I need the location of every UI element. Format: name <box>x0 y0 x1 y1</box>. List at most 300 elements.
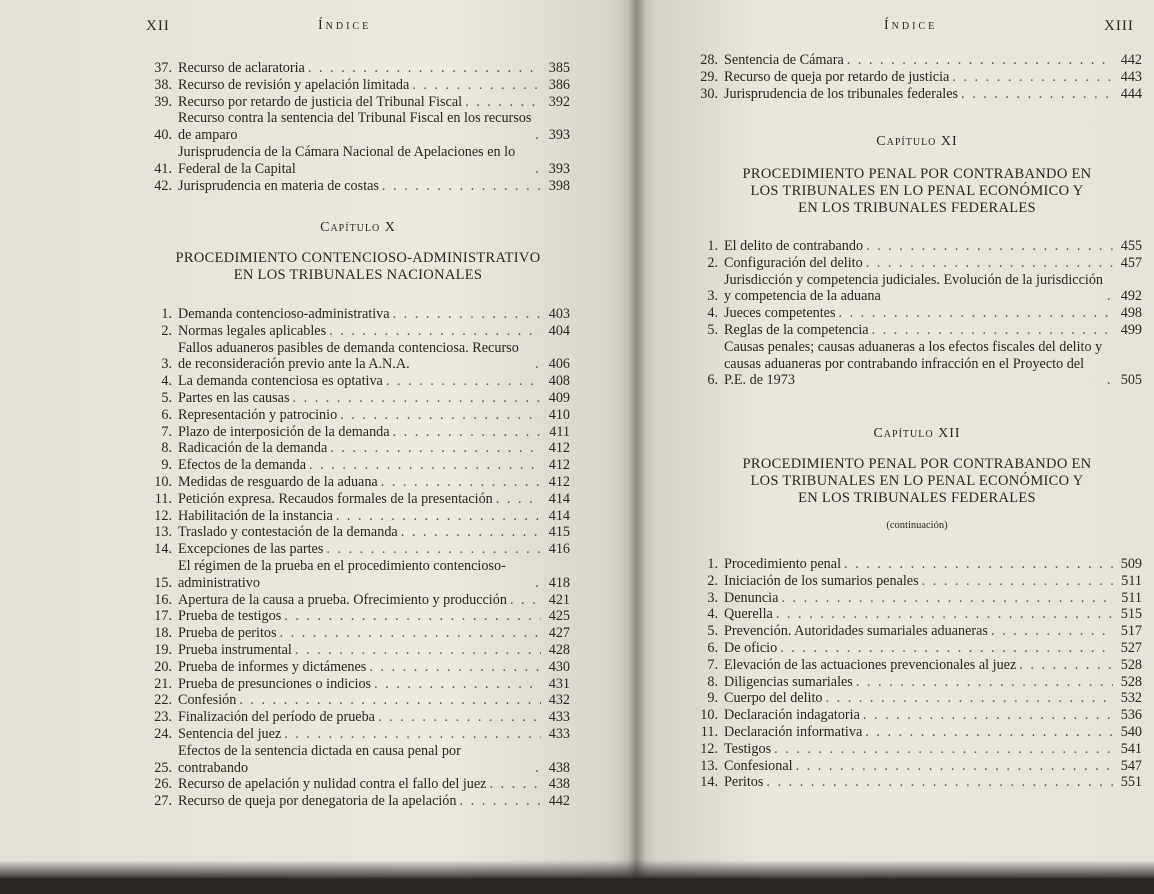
toc-leader-dots <box>382 178 541 195</box>
toc-entry-page: 432 <box>548 692 570 709</box>
toc-entry <box>146 474 570 491</box>
toc-entry-page: 442 <box>548 793 570 810</box>
toc-entry-page: 414 <box>548 490 570 507</box>
toc-entry-title: Prueba de informes y dictámenes <box>178 658 367 675</box>
chapter-xi-toc <box>692 238 1142 389</box>
toc-entry-number: 15. <box>154 574 172 591</box>
toc-entry-number: 29. <box>700 68 718 85</box>
toc-entry <box>692 741 1142 758</box>
toc-entry-page: 540 <box>1120 723 1142 740</box>
toc-leader-dots <box>374 676 541 693</box>
toc-entry-number: 7. <box>707 656 718 673</box>
toc-entry-page: 431 <box>548 675 570 692</box>
toc-entry-title: Recurso de aclaratoria <box>178 60 305 76</box>
toc-entry-page: 430 <box>548 658 570 675</box>
toc-entry-page: 385 <box>548 60 570 76</box>
toc-leader-dots <box>1107 288 1113 305</box>
toc-entry <box>146 306 570 323</box>
toc-entry-title: Habilitación de la instancia <box>178 507 333 524</box>
toc-entry-title: Traslado y contestación de la demanda <box>178 524 398 541</box>
toc-entry-title: Prueba de presunciones o indicios <box>178 675 372 692</box>
toc-leader-dots <box>393 424 541 441</box>
toc-entry-title: La demanda contenciosa es optativa <box>178 373 383 390</box>
toc-entry <box>146 424 570 441</box>
toc-entry-page: 527 <box>1120 639 1142 656</box>
toc-leader-dots <box>386 373 541 390</box>
toc-entry-page: 541 <box>1120 740 1142 757</box>
left-running-title: Índice <box>318 18 372 33</box>
toc-entry-title: Declaración indagatoria <box>724 707 860 724</box>
toc-leader-dots <box>329 323 541 340</box>
toc-entry-title: Prueba de testigos <box>178 608 282 625</box>
toc-entry-page: 442 <box>1120 52 1142 68</box>
toc-entry <box>146 144 570 178</box>
right-page <box>636 0 1154 878</box>
toc-leader-dots <box>844 556 1113 573</box>
toc-entry-number: 39. <box>154 93 172 110</box>
toc-entry <box>692 640 1142 657</box>
toc-entry-title: Recurso de revisión y apelación limitada <box>178 76 410 93</box>
toc-leader-dots <box>922 573 1113 590</box>
toc-entry-number: 8. <box>161 440 172 457</box>
toc-entry-title: Fallos aduaneros pasibles de demanda contenciosa. Recurso de reconsideración previo ante la A.N.A. <box>178 339 519 373</box>
toc-entry-page: 412 <box>548 473 570 490</box>
toc-entry-number: 5. <box>161 389 172 406</box>
toc-entry <box>146 457 570 474</box>
toc-entry-page: 457 <box>1120 254 1142 271</box>
toc-entry <box>146 743 570 777</box>
toc-entry-number: 41. <box>154 160 172 177</box>
toc-leader-dots <box>489 776 541 793</box>
toc-entry-page: 421 <box>548 591 570 608</box>
toc-entry-page: 517 <box>1120 623 1142 640</box>
toc-entry-title: Cuerpo del delito <box>724 690 823 707</box>
toc-entry-page: 433 <box>548 709 570 726</box>
toc-entry-title: Sentencia del juez <box>178 725 282 742</box>
toc-entry-title: Representación y patrocinio <box>178 406 338 423</box>
toc-leader-dots <box>826 690 1113 707</box>
toc-entry <box>146 491 570 508</box>
toc-entry-number: 3. <box>707 288 718 305</box>
toc-leader-dots <box>774 741 1113 758</box>
toc-entry-title: Plazo de interposición de la demanda <box>178 423 390 440</box>
toc-entry-title: Partes en las causas <box>178 389 290 406</box>
toc-entry <box>146 558 570 592</box>
toc-entry-page: 408 <box>548 373 570 390</box>
toc-leader-dots <box>284 608 541 625</box>
toc-entry <box>692 573 1142 590</box>
toc-entry <box>692 556 1142 573</box>
chapter-xi-label: Capítulo XI <box>876 134 958 149</box>
toc-entry-page: 414 <box>548 507 570 524</box>
toc-entry-title: Efectos de la sentencia dictada en causa penal por contrabando <box>178 742 461 776</box>
left-toc-top <box>146 60 570 194</box>
toc-entry-page: 433 <box>548 725 570 742</box>
toc-entry-number: 42. <box>154 177 172 194</box>
toc-leader-dots <box>872 322 1113 339</box>
toc-leader-dots <box>295 642 541 659</box>
toc-entry-title: Reglas de la competencia <box>724 321 869 338</box>
toc-entry-number: 2. <box>161 322 172 339</box>
toc-leader-dots <box>330 440 541 457</box>
toc-entry <box>146 110 570 144</box>
bottom-shadow <box>0 860 1154 894</box>
toc-entry-number: 12. <box>154 507 172 524</box>
toc-entry <box>692 623 1142 640</box>
toc-entry-page: 406 <box>548 356 570 373</box>
toc-entry-number: 20. <box>154 658 172 675</box>
toc-entry-page: 515 <box>1120 606 1142 623</box>
toc-entry-number: 3. <box>161 356 172 373</box>
toc-entry-number: 17. <box>154 608 172 625</box>
toc-leader-dots <box>381 474 541 491</box>
toc-entry-title: Recurso de apelación y nulidad contra el fallo del juez <box>178 776 487 793</box>
toc-leader-dots <box>378 709 541 726</box>
toc-entry-title: El delito de contrabando <box>724 238 864 254</box>
toc-entry <box>692 590 1142 607</box>
toc-entry <box>692 339 1142 389</box>
toc-leader-dots <box>866 255 1113 272</box>
toc-entry-number: 9. <box>161 457 172 474</box>
toc-entry <box>146 60 570 77</box>
toc-leader-dots <box>838 305 1113 322</box>
toc-entry-number: 26. <box>154 776 172 793</box>
toc-entry-page: 404 <box>548 322 570 339</box>
toc-entry <box>146 659 570 676</box>
toc-entry <box>146 592 570 609</box>
toc-entry-number: 21. <box>154 675 172 692</box>
toc-entry-title: Normas legales aplicables <box>178 322 327 339</box>
toc-entry-title: Medidas de resguardo de la aduana <box>178 473 378 490</box>
toc-leader-dots <box>776 606 1113 623</box>
toc-entry-title: Radicación de la demanda <box>178 440 328 457</box>
toc-entry-number: 10. <box>700 707 718 724</box>
toc-entry-number: 6. <box>161 406 172 423</box>
toc-entry-page: 416 <box>548 541 570 558</box>
toc-entry-number: 7. <box>161 423 172 440</box>
toc-entry-page: 412 <box>548 457 570 474</box>
toc-entry-title: Causas penales; causas aduaneras a los efectos fiscales del delito y causas aduaneras por contrabando infracción en el Proyecto del P.E. de 1973 <box>724 338 1103 389</box>
toc-entry-page: 511 <box>1121 589 1142 606</box>
toc-entry <box>146 608 570 625</box>
toc-leader-dots <box>535 356 541 373</box>
toc-entry-title: El régimen de la prueba en el procedimiento contencioso-administrativo <box>178 557 506 591</box>
toc-entry <box>146 642 570 659</box>
toc-leader-dots <box>510 592 541 609</box>
toc-entry-page: 393 <box>548 160 570 177</box>
toc-entry-page: 409 <box>548 389 570 406</box>
toc-entry-number: 24. <box>154 725 172 742</box>
toc-entry <box>692 305 1142 322</box>
toc-entry-page: 418 <box>548 574 570 591</box>
toc-entry <box>146 726 570 743</box>
toc-entry-title: Peritos <box>724 774 764 791</box>
toc-entry <box>146 340 570 374</box>
toc-entry <box>692 322 1142 339</box>
toc-leader-dots <box>866 238 1113 255</box>
chapter-xi-title-line-1: PROCEDIMIENTO PENAL POR CONTRABANDO EN <box>742 166 1092 182</box>
toc-leader-dots <box>393 306 541 323</box>
toc-entry-page: 393 <box>548 127 570 144</box>
toc-entry-page: 392 <box>548 93 570 110</box>
toc-entry-number: 19. <box>154 641 172 658</box>
toc-entry-number: 11. <box>154 490 172 507</box>
toc-leader-dots <box>780 640 1113 657</box>
toc-entry-page: 398 <box>548 177 570 194</box>
toc-entry-page: 509 <box>1120 556 1142 572</box>
toc-entry <box>146 776 570 793</box>
toc-entry-number: 2. <box>707 572 718 589</box>
toc-leader-dots <box>1019 657 1113 674</box>
toc-entry-page: 505 <box>1120 372 1142 389</box>
toc-entry-title: Apertura de la causa a prueba. Ofrecimiento y producción <box>178 591 507 608</box>
toc-entry-page: 438 <box>548 776 570 793</box>
toc-entry-number: 27. <box>154 793 172 810</box>
toc-leader-dots <box>865 724 1113 741</box>
chapter-xi-title <box>692 166 1142 217</box>
toc-entry <box>692 238 1142 255</box>
toc-leader-dots <box>401 524 541 541</box>
toc-leader-dots <box>796 758 1113 775</box>
chapter-x-title <box>146 250 570 284</box>
toc-entry-number: 14. <box>154 541 172 558</box>
toc-entry-page: 511 <box>1121 572 1142 589</box>
chapter-xii-toc <box>692 556 1142 791</box>
left-page-number: XII <box>146 18 170 34</box>
toc-entry-page: 528 <box>1120 656 1142 673</box>
toc-entry-page: 427 <box>548 625 570 642</box>
toc-entry-page: 492 <box>1120 288 1142 305</box>
toc-leader-dots <box>863 707 1113 724</box>
toc-entry-number: 2. <box>707 254 718 271</box>
toc-entry <box>146 94 570 111</box>
toc-entry-page: 536 <box>1120 707 1142 724</box>
toc-entry-title: Confesional <box>724 757 793 774</box>
toc-entry-number: 28. <box>700 52 718 68</box>
toc-entry-number: 4. <box>707 606 718 623</box>
toc-entry <box>146 541 570 558</box>
toc-entry-number: 13. <box>154 524 172 541</box>
toc-leader-dots <box>496 491 541 508</box>
toc-entry-number: 16. <box>154 591 172 608</box>
toc-entry <box>692 724 1142 741</box>
toc-entry-number: 4. <box>707 305 718 322</box>
toc-leader-dots <box>766 774 1113 791</box>
toc-leader-dots <box>535 127 541 144</box>
toc-leader-dots <box>284 726 541 743</box>
toc-entry-number: 14. <box>700 774 718 791</box>
toc-leader-dots <box>412 77 541 94</box>
toc-entry-page: 547 <box>1120 757 1142 774</box>
toc-entry-number: 22. <box>154 692 172 709</box>
toc-entry-title: Diligencias sumariales <box>724 673 853 690</box>
toc-entry-page: 403 <box>548 306 570 322</box>
toc-entry-page: 411 <box>549 423 570 440</box>
chapter-xii-title-line-3: EN LOS TRIBUNALES FEDERALES <box>798 490 1036 506</box>
chapter-xii-title-line-2: LOS TRIBUNALES EN LO PENAL ECONÓMICO Y <box>750 473 1084 489</box>
toc-leader-dots <box>336 508 541 525</box>
toc-entry-title: Declaración informativa <box>724 723 863 740</box>
toc-entry-number: 18. <box>154 625 172 642</box>
toc-entry <box>692 657 1142 674</box>
chapter-xi-title-line-2: LOS TRIBUNALES EN LO PENAL ECONÓMICO Y <box>750 183 1084 199</box>
toc-leader-dots <box>961 86 1113 103</box>
toc-entry-title: Recurso contra la sentencia del Tribunal Fiscal en los recursos de amparo <box>178 110 532 144</box>
toc-entry-number: 12. <box>700 740 718 757</box>
toc-entry-page: 532 <box>1120 690 1142 707</box>
toc-entry-number: 37. <box>154 60 172 76</box>
toc-entry-title: Querella <box>724 606 773 623</box>
toc-entry-page: 438 <box>548 759 570 776</box>
toc-entry <box>146 178 570 195</box>
toc-entry-number: 10. <box>154 473 172 490</box>
chapter-x-title-line-2: EN LOS TRIBUNALES NACIONALES <box>233 267 483 283</box>
toc-leader-dots <box>1107 372 1113 389</box>
toc-entry-page: 528 <box>1120 673 1142 690</box>
chapter-xii-title <box>692 456 1142 507</box>
toc-entry-page: 455 <box>1120 238 1142 254</box>
toc-entry-number: 25. <box>154 759 172 776</box>
toc-entry-title: Sentencia de Cámara <box>724 52 844 68</box>
toc-entry-title: Jurisdicción y competencia judiciales. Evolución de la jurisdicción y competencia de la aduana <box>724 271 1104 305</box>
toc-entry-number: 1. <box>161 306 172 322</box>
toc-entry-number: 6. <box>707 372 718 389</box>
toc-entry-number: 5. <box>707 321 718 338</box>
toc-entry-title: Recurso por retardo de justicia del Tribunal Fiscal <box>178 93 463 110</box>
toc-entry-title: Prevención. Autoridades sumariales aduaneras <box>724 623 988 640</box>
toc-leader-dots <box>465 94 541 111</box>
toc-entry-page: 425 <box>548 608 570 625</box>
toc-entry-title: Prueba instrumental <box>178 641 292 658</box>
toc-leader-dots <box>847 52 1113 69</box>
toc-entry-number: 9. <box>707 690 718 707</box>
toc-entry <box>692 774 1142 791</box>
toc-entry <box>692 255 1142 272</box>
toc-leader-dots <box>991 623 1113 640</box>
toc-entry-page: 410 <box>548 406 570 423</box>
toc-entry-page: 499 <box>1120 321 1142 338</box>
toc-entry-title: Recurso de queja por retardo de justicia <box>724 68 950 85</box>
toc-entry <box>692 69 1142 86</box>
toc-leader-dots <box>326 541 541 558</box>
toc-leader-dots <box>535 760 541 777</box>
toc-leader-dots <box>308 60 541 77</box>
toc-entry <box>146 323 570 340</box>
toc-entry <box>692 52 1142 69</box>
toc-entry-page: 443 <box>1120 68 1142 85</box>
toc-entry <box>146 390 570 407</box>
toc-leader-dots <box>340 407 541 424</box>
toc-entry-title: Jurisprudencia de la Cámara Nacional de Apelaciones en lo Federal de la Capital <box>178 143 516 177</box>
toc-entry <box>146 440 570 457</box>
toc-entry-title: Petición expresa. Recaudos formales de la presentación <box>178 490 493 507</box>
chapter-xii-title-line-1: PROCEDIMIENTO PENAL POR CONTRABANDO EN <box>742 456 1092 472</box>
toc-entry-number: 5. <box>707 623 718 640</box>
book-gutter <box>628 0 646 878</box>
toc-entry-number: 8. <box>707 673 718 690</box>
toc-entry-title: Confesión <box>178 692 237 709</box>
toc-leader-dots <box>369 659 541 676</box>
toc-entry <box>692 674 1142 691</box>
toc-entry <box>146 524 570 541</box>
toc-entry-page: 386 <box>548 76 570 93</box>
toc-entry-title: Configuración del delito <box>724 254 863 271</box>
chapter-x-title-line-1: PROCEDIMIENTO CONTENCIOSO-ADMINISTRATIVO <box>175 250 541 266</box>
toc-entry-title: Finalización del período de prueba <box>178 709 375 726</box>
toc-entry <box>146 793 570 810</box>
chapter-xii-label: Capítulo XII <box>873 426 961 441</box>
toc-entry-title: Elevación de las actuaciones prevencionales al juez <box>724 656 1017 673</box>
toc-leader-dots <box>781 590 1113 607</box>
right-running-title: Índice <box>884 18 938 33</box>
toc-entry <box>146 407 570 424</box>
toc-entry-number: 4. <box>161 373 172 390</box>
toc-entry <box>146 508 570 525</box>
toc-entry-number: 3. <box>707 589 718 606</box>
toc-entry-title: Testigos <box>724 740 772 757</box>
toc-leader-dots <box>460 793 542 810</box>
toc-entry <box>692 272 1142 306</box>
toc-leader-dots <box>952 69 1113 86</box>
toc-entry-title: Iniciación de los sumarios penales <box>724 572 919 589</box>
toc-leader-dots <box>309 457 541 474</box>
chapter-xii-continuation: (continuación) <box>886 520 948 531</box>
toc-leader-dots <box>535 161 541 178</box>
toc-entry-number: 6. <box>707 639 718 656</box>
chapter-xi-title-line-3: EN LOS TRIBUNALES FEDERALES <box>798 200 1036 216</box>
toc-entry-title: Recurso de queja por denegatoria de la apelación <box>178 793 457 810</box>
toc-entry-number: 38. <box>154 76 172 93</box>
toc-entry <box>692 758 1142 775</box>
toc-entry <box>146 709 570 726</box>
toc-entry-number: 1. <box>707 238 718 254</box>
toc-entry <box>146 625 570 642</box>
toc-entry-number: 11. <box>700 723 718 740</box>
toc-entry-number: 1. <box>707 556 718 572</box>
toc-entry <box>692 606 1142 623</box>
toc-leader-dots <box>239 692 541 709</box>
toc-entry-title: De oficio <box>724 639 778 656</box>
toc-leader-dots <box>856 674 1113 691</box>
toc-leader-dots <box>535 575 541 592</box>
toc-entry-page: 415 <box>548 524 570 541</box>
toc-entry <box>692 86 1142 103</box>
toc-entry-page: 498 <box>1120 305 1142 322</box>
toc-entry-number: 13. <box>700 757 718 774</box>
toc-entry-page: 444 <box>1120 85 1142 102</box>
toc-entry <box>146 692 570 709</box>
toc-entry-title: Prueba de peritos <box>178 625 277 642</box>
toc-entry-title: Efectos de la demanda <box>178 457 307 474</box>
toc-entry <box>692 707 1142 724</box>
toc-entry-title: Excepciones de las partes <box>178 541 324 558</box>
toc-entry <box>146 373 570 390</box>
toc-entry <box>146 77 570 94</box>
toc-entry-title: Denuncia <box>724 589 779 606</box>
chapter-x-label: Capítulo X <box>320 220 396 235</box>
toc-leader-dots <box>280 625 542 642</box>
toc-entry-number: 23. <box>154 709 172 726</box>
right-page-number: XIII <box>1104 18 1134 34</box>
toc-entry-title: Procedimiento penal <box>724 556 842 572</box>
toc-entry <box>692 690 1142 707</box>
toc-entry-title: Demanda contencioso-administrativa <box>178 306 390 322</box>
toc-entry-page: 412 <box>548 440 570 457</box>
toc-entry-page: 428 <box>548 641 570 658</box>
toc-entry <box>146 676 570 693</box>
toc-entry-number: 40. <box>154 127 172 144</box>
toc-entry-title: Jueces competentes <box>724 305 836 322</box>
